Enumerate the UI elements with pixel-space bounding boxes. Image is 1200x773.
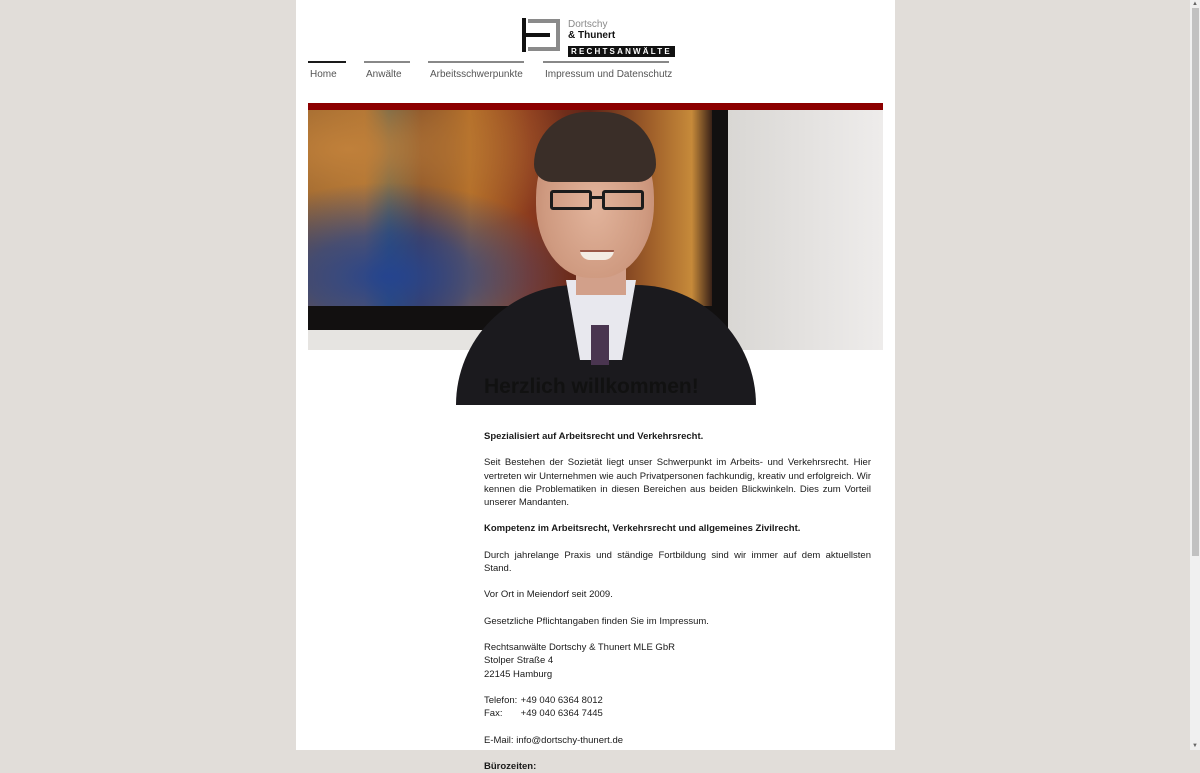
- paragraph-practice: Durch jahrelange Praxis und ständige Fortbildung sind wir immer auf dem aktuellsten Stand.: [484, 549, 871, 574]
- scroll-thumb[interactable]: [1192, 8, 1199, 556]
- paragraph-location: Vor Ort in Meiendorf seit 2009.: [484, 589, 613, 601]
- logo-name-1: Dortschy: [568, 19, 608, 30]
- email-link[interactable]: info@dortschy-thunert.de: [516, 734, 624, 746]
- logo-name-2: & Thunert: [568, 30, 616, 41]
- section-heading-competence: Kompetenz im Arbeitsrecht, Verkehrsrecht und allgemeines Zivilrecht.: [484, 523, 801, 535]
- wall: [728, 110, 883, 350]
- fax-number: +49 040 6364 7445: [520, 708, 603, 720]
- logo-mark-icon: [522, 18, 562, 52]
- person-tie: [591, 325, 609, 365]
- person-smile: [580, 250, 614, 260]
- fax-label: Fax:: [484, 708, 503, 720]
- vertical-scrollbar[interactable]: [1190, 0, 1200, 750]
- scroll-up-arrow-icon[interactable]: ▲: [1192, 1, 1198, 7]
- main-content: [484, 374, 871, 773]
- address-street: Stolper Straße 4: [484, 655, 554, 667]
- phone-label: Telefon:: [484, 694, 518, 706]
- nav-item-anwaelte[interactable]: Anwälte: [364, 61, 410, 83]
- fax-row: [484, 707, 871, 720]
- scroll-down-arrow-icon[interactable]: ▼: [1192, 743, 1198, 749]
- page-container: [296, 0, 895, 772]
- email-label: E-Mail:: [484, 734, 514, 746]
- paragraph-intro: Seit Bestehen der Sozietät liegt unser Schwerpunkt im Arbeits- und Verkehrsrecht. Hier vertreten wir Unternehmen wie auch Privatpersonen fachkundig, kreativ und erfolgreich. Wir kennen die Problematiken in diesen Bereichen aus beiden Blickwinkeln. Dies zum Vorteil unserer Mandanten.: [484, 457, 871, 508]
- office-hours-heading: Bürozeiten:: [484, 760, 537, 772]
- address-name: Rechtsanwälte Dortschy & Thunert MLE GbR: [484, 642, 675, 654]
- email-row: [484, 734, 871, 747]
- paragraph-legal-notice: Gesetzliche Pflichtangaben finden Sie im Impressum.: [484, 615, 709, 627]
- address-city: 22145 Hamburg: [484, 668, 553, 680]
- hero-image: [308, 110, 883, 350]
- accent-bar: [308, 103, 883, 110]
- logo-text: [568, 19, 675, 59]
- logo[interactable]: [522, 18, 672, 54]
- section-heading-specialization: Spezialisiert auf Arbeitsrecht und Verkehrsrecht.: [484, 431, 704, 442]
- page-title: Herzlich willkommen!: [484, 375, 699, 398]
- phone-number[interactable]: +49 040 6364 8012: [520, 694, 603, 706]
- nav-item-impressum[interactable]: Impressum und Datenschutz: [543, 61, 669, 83]
- nav-item-home[interactable]: Home: [308, 61, 346, 83]
- phone-row: [484, 694, 871, 707]
- nav-item-arbeitsschwerpunkte[interactable]: Arbeitsschwerpunkte: [428, 61, 524, 83]
- glasses: [550, 190, 646, 212]
- logo-tagline: RECHTSANWÄLTE: [568, 46, 675, 57]
